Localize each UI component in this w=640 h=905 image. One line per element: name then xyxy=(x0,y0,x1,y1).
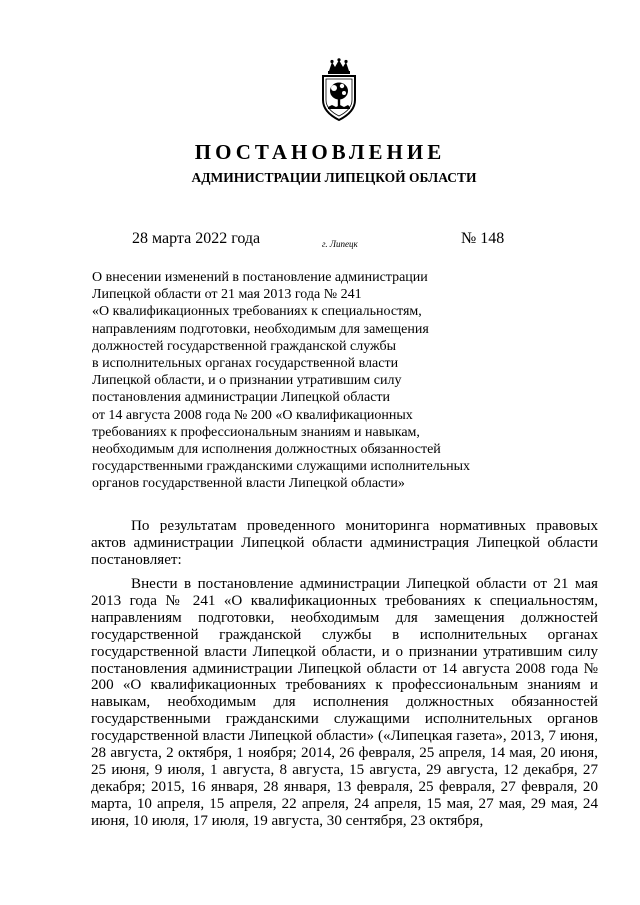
body-paragraph-2: Внести в постановление администрации Липецкой области от 21 мая 2013 года № 241 «О квалификационных требованиях к специальностям, направлениям подготовки, необходимым для замещения должностей государственной гражданской службы в исполнительных органах государственной власти Липецкой области, и о признании утратившим силу постановления администрации Липецкой области от 14 августа 2008 года № 200 «О квалификационных требованиях к профессиональным знаниям и навыкам, необходимым для исполнения должностных обязанностей государственными гражданскими служащими исполнительных органов государственной власти Липецкой области» («Липецкая газета», 2013, 7 июня, 28 августа, 2 октября, 1 ноября; 2014, 26 февраля, 25 апреля, 14 мая, 20 июня, 25 июня, 9 июля, 1 августа, 8 августа, 15 августа, 29 августа, 12 декабря, 27 декабря; 2015, 16 января, 28 января, 13 февраля, 25 февраля, 27 февраля, 20 марта, 10 апреля, 15 апреля, 22 апреля, 24 апреля, 15 мая, 27 мая, 29 мая, 24 июня, 10 июля, 17 июля, 19 августа, 30 сентября, 23 октября, xyxy=(91,576,598,829)
document-date: 28 марта 2022 года xyxy=(132,230,261,247)
document-heading xyxy=(92,269,532,493)
heading-line: постановления администрации Липецкой области xyxy=(92,390,391,406)
heading-line: Липецкой области, и о признании утратившим силу xyxy=(92,373,402,389)
body-paragraph-1: По результатам проведенного мониторинга нормативных правовых актов администрации Липецкой области администрация Липецкой области постановляет: xyxy=(91,518,598,568)
heading-line: в исполнительных органах государственной власти xyxy=(92,356,399,372)
heading-line: О внесении изменений в постановление администрации xyxy=(92,270,428,285)
heading-line: направлениям подготовки, необходимым для замещения xyxy=(92,321,429,337)
document-number: № 148 xyxy=(461,230,505,247)
document-subtitle: АДМИНИСТРАЦИИ ЛИПЕЦКОЙ ОБЛАСТИ xyxy=(191,170,477,185)
heading-line: необходимым для исполнения должностных обязанностей xyxy=(92,442,441,458)
heading-line: должностей государственной гражданской службы xyxy=(92,338,397,354)
heading-line: органов государственной власти Липецкой области» xyxy=(92,476,405,492)
heading-line: требованиях к профессиональным знаниям и навыкам, xyxy=(92,424,420,440)
document-title: ПОСТАНОВЛЕНИЕ xyxy=(194,140,446,164)
heading-line: «О квалификационных требованиях к специальностям, xyxy=(92,304,422,320)
heading-line: Липецкой области от 21 мая 2013 года № 241 xyxy=(92,287,362,303)
heading-line: от 14 августа 2008 года № 200 «О квалификационных xyxy=(92,407,413,423)
document-city: г. Липецк xyxy=(322,239,358,249)
coat-of-arms-icon xyxy=(316,58,362,122)
heading-line: государственными гражданскими служащими исполнительных xyxy=(92,459,470,475)
